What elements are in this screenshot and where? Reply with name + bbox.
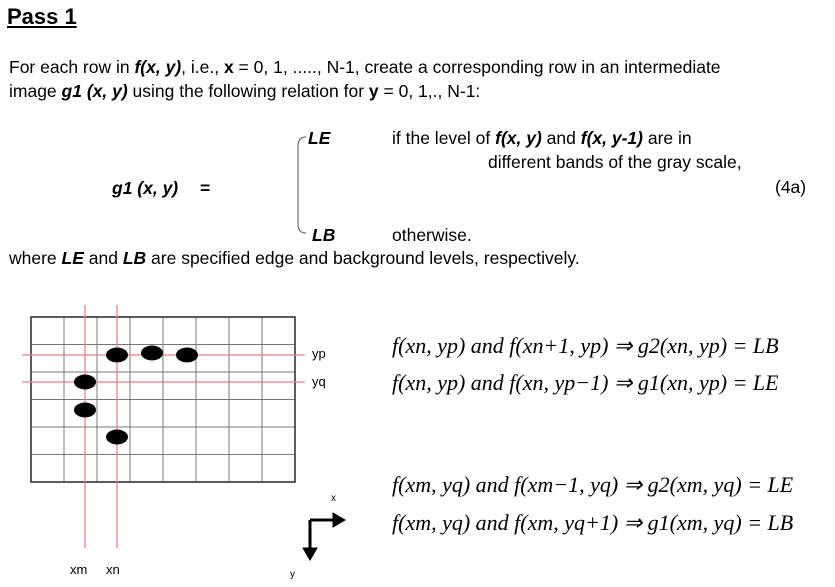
cond-text: if the level of bbox=[392, 128, 496, 148]
intro-fxy: f(x, y) bbox=[134, 57, 182, 77]
label-xm: xm bbox=[70, 562, 88, 577]
formula-2: f(xn, yp) and f(xn, yp−1) ⇒ g1(xn, yp) = LE bbox=[392, 370, 779, 395]
axis-y-label: y bbox=[290, 569, 295, 580]
pixel-dot bbox=[106, 348, 128, 363]
page-title: Pass 1 bbox=[7, 4, 77, 29]
intro-text: = 0, 1, ....., N-1, create a corresponding row in an intermediate bbox=[233, 57, 721, 77]
where-le: LE bbox=[61, 248, 84, 268]
cond-fxy: f(x, y) bbox=[495, 128, 542, 148]
intro-text: For each row in bbox=[9, 57, 135, 77]
label-yp: yp bbox=[312, 346, 326, 361]
label-yq: yq bbox=[312, 374, 326, 389]
cond-text: are in bbox=[642, 128, 692, 148]
intro-text: , i.e., bbox=[181, 57, 224, 77]
equation-lhs: g1 (x, y) bbox=[112, 178, 179, 198]
intro-g1: g1 (x, y) bbox=[61, 81, 128, 101]
cond-text: and bbox=[541, 128, 581, 148]
pixel-dot bbox=[74, 375, 96, 390]
case2-condition: otherwise. bbox=[392, 225, 472, 245]
pixel-dot bbox=[176, 348, 198, 363]
where-text: and bbox=[83, 248, 123, 268]
axis-x-label: x bbox=[331, 493, 336, 504]
equation-equals: = bbox=[200, 178, 211, 198]
formula-3: f(xm, yq) and f(xm−1, yq) ⇒ g2(xm, yq) = LE bbox=[392, 472, 794, 497]
pixel-dot bbox=[106, 430, 128, 445]
case1-value: LE bbox=[308, 128, 331, 148]
x-arrowhead bbox=[333, 513, 345, 527]
case2-value: LB bbox=[312, 225, 336, 245]
intro-y: y bbox=[368, 81, 379, 101]
where-text: are specified edge and background levels, respectively. bbox=[146, 248, 580, 268]
pixel-dots bbox=[74, 346, 198, 445]
intro-text: = 0, 1,., N-1: bbox=[378, 81, 481, 101]
intro-text: using the following relation for bbox=[127, 81, 369, 101]
where-lb: LB bbox=[122, 248, 147, 268]
intro-text: image bbox=[9, 81, 62, 101]
case1-condition-line2: different bands of the gray scale, bbox=[488, 152, 742, 172]
where-text: where bbox=[9, 248, 62, 268]
y-arrowhead bbox=[303, 548, 317, 560]
label-xn: xn bbox=[106, 562, 120, 577]
cond-fxy1: f(x, y-1) bbox=[580, 128, 643, 148]
grid-lines bbox=[31, 317, 295, 482]
formula-4: f(xm, yq) and f(xm, yq+1) ⇒ g1(xm, yq) = LB bbox=[392, 510, 794, 535]
equation-number: (4a) bbox=[775, 177, 807, 197]
formula-1: f(xn, yp) and f(xn+1, yp) ⇒ g2(xn, yp) = LB bbox=[392, 333, 779, 358]
pixel-dot bbox=[141, 346, 163, 361]
pixel-dot bbox=[74, 403, 96, 418]
axis-arrows bbox=[303, 513, 345, 560]
intro-x: x bbox=[223, 57, 234, 77]
